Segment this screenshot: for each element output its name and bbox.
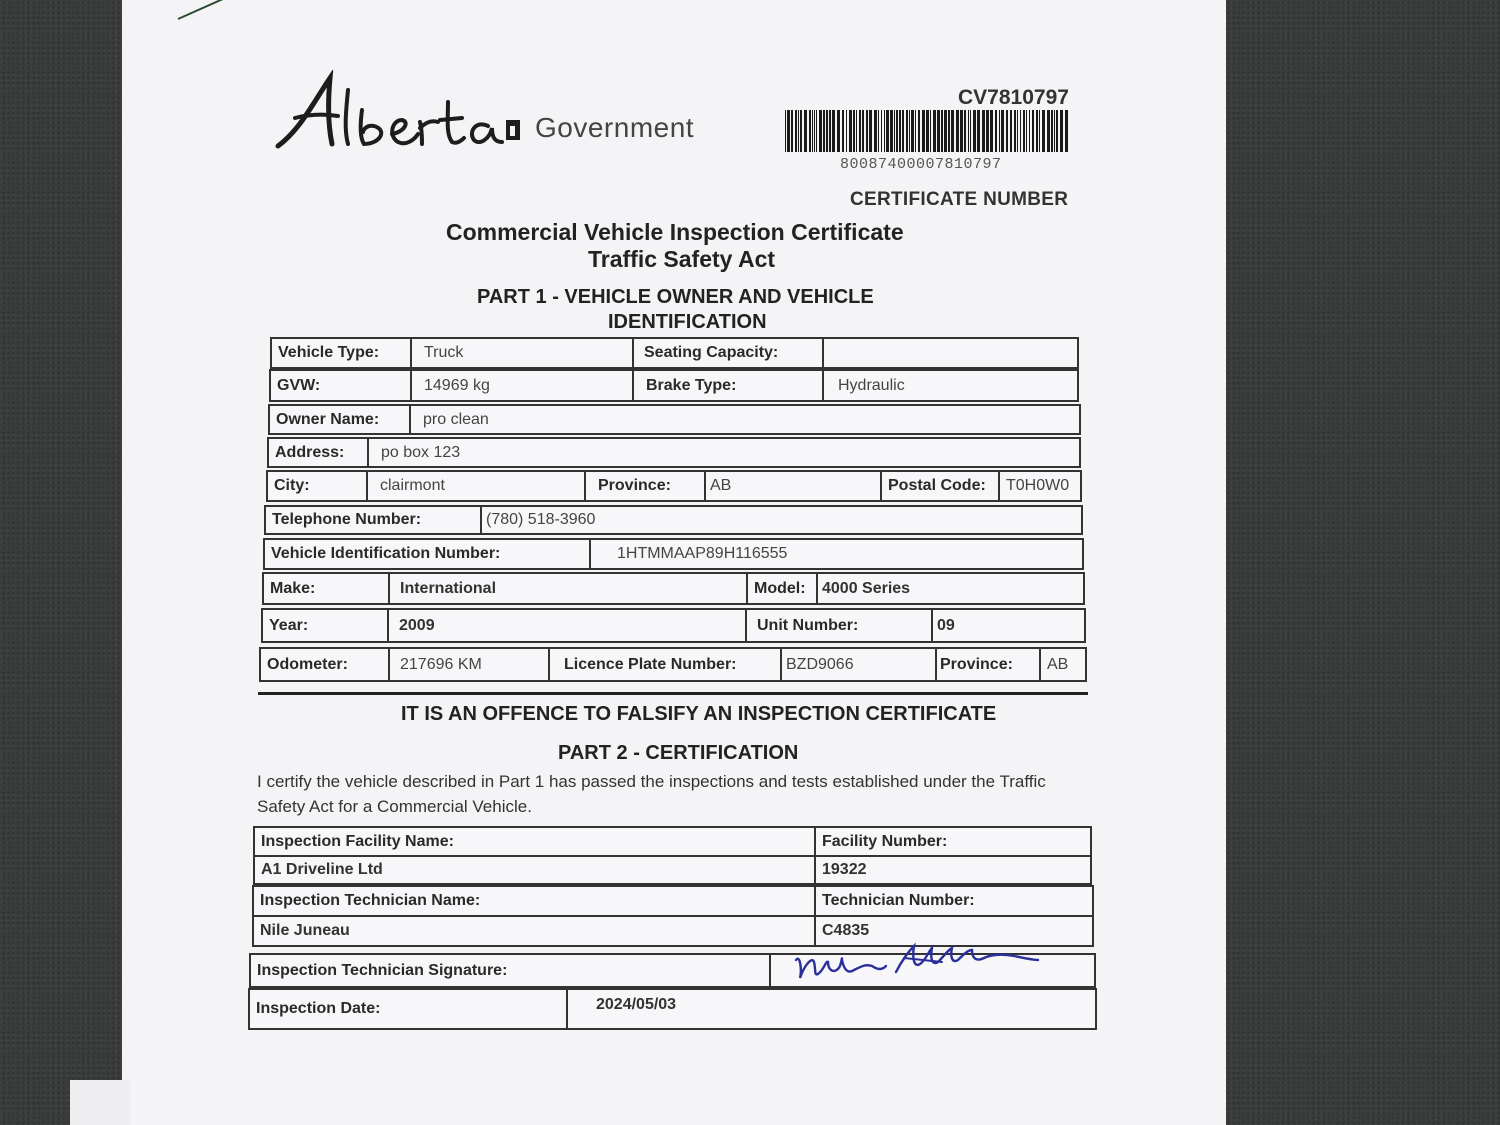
- brake-type-value: Hydraulic: [838, 376, 905, 394]
- barcode-bar: [896, 110, 898, 152]
- barcode-bar: [809, 110, 811, 152]
- barcode-bar: [886, 110, 889, 152]
- technician-signature: [792, 940, 1042, 986]
- facility-number-label: Facility Number:: [822, 832, 948, 850]
- gvw-label: GVW:: [271, 371, 412, 400]
- certificate-number-label: CERTIFICATE NUMBER: [850, 189, 1069, 210]
- unit-number-value: 09: [937, 616, 955, 634]
- barcode-bar: [1014, 110, 1016, 152]
- barcode-bar: [1060, 110, 1063, 152]
- barcode-bar: [874, 110, 877, 152]
- barcode-bar: [878, 110, 879, 152]
- barcode-bar: [973, 110, 976, 152]
- barcode-bar: [1010, 110, 1012, 152]
- row-facility-header: [253, 826, 1092, 855]
- city-value: clairmont: [368, 472, 586, 500]
- barcode-bar: [881, 110, 882, 152]
- make-label: Make:: [264, 574, 390, 603]
- row-year: [261, 608, 1086, 643]
- barcode-bar: [866, 110, 868, 152]
- licence-plate-label: Licence Plate Number:: [550, 649, 782, 680]
- row-vehicle-type: [270, 337, 1079, 369]
- facility-name-label: Inspection Facility Name:: [255, 828, 816, 855]
- barcode-bar: [982, 110, 985, 152]
- row-gvw: [269, 369, 1079, 402]
- row-telephone: [264, 505, 1083, 535]
- seating-capacity-value: [824, 339, 1077, 367]
- barcode-bar: [1056, 110, 1058, 152]
- city-label: City:: [268, 472, 368, 500]
- barcode-bar: [964, 110, 966, 152]
- barcode-bar: [832, 110, 835, 152]
- certification-statement: I certify the vehicle described in Part 1 has passed the inspections and tests established under the Traffic: [257, 772, 1046, 791]
- barcode-bar: [869, 110, 872, 152]
- barcode-bar: [922, 110, 925, 152]
- barcode-bar: [930, 110, 931, 152]
- plate-province-value: AB: [1047, 655, 1069, 673]
- postal-code-label: Postal Code:: [882, 472, 1000, 500]
- document-title: Commercial Vehicle Inspection Certificate: [446, 219, 904, 245]
- barcode-bar: [1065, 110, 1068, 152]
- row-inspection-date: [248, 988, 1097, 1030]
- paper-underlay: [70, 1080, 130, 1125]
- part1-heading-line2: IDENTIFICATION: [608, 311, 767, 333]
- signature-label: Inspection Technician Signature:: [251, 955, 771, 986]
- telephone-value: (780) 518-3960: [486, 511, 596, 528]
- barcode-bar: [791, 110, 793, 152]
- row-city: [266, 470, 1082, 502]
- barcode-bar: [862, 110, 864, 152]
- barcode-bar: [894, 110, 895, 152]
- barcode-bar: [899, 110, 901, 152]
- row-address: [267, 437, 1081, 468]
- barcode-bar: [849, 110, 852, 152]
- barcode-bar: [785, 110, 786, 152]
- model-label: Model:: [748, 574, 818, 603]
- barcode-bar: [842, 110, 844, 152]
- barcode-bar: [1047, 110, 1050, 152]
- barcode: [785, 110, 1069, 152]
- row-make: [262, 572, 1085, 605]
- barcode-bar: [1017, 110, 1018, 152]
- barcode-bar: [819, 110, 822, 152]
- brake-type-label: Brake Type:: [634, 371, 824, 400]
- barcode-bar: [1042, 110, 1045, 152]
- barcode-bar: [918, 110, 920, 152]
- odometer-label: Odometer:: [261, 649, 390, 680]
- barcode-bar: [1020, 110, 1021, 152]
- barcode-bar: [798, 110, 799, 152]
- certificate-id: CV7810797: [958, 86, 1069, 109]
- barcode-bar: [951, 110, 954, 152]
- part2-heading: PART 2 - CERTIFICATION: [558, 742, 799, 764]
- barcode-bar: [787, 110, 790, 152]
- offence-warning: IT IS AN OFFENCE TO FALSIFY AN INSPECTION CERTIFICATE: [401, 703, 997, 725]
- inspection-date-label: Inspection Date:: [250, 990, 568, 1028]
- row-owner-name: [268, 404, 1081, 435]
- barcode-bar: [816, 110, 817, 152]
- row-odometer: [259, 647, 1087, 682]
- barcode-bar: [926, 110, 929, 152]
- barcode-bar: [1039, 110, 1040, 152]
- gvw-value: 14969 kg: [412, 371, 634, 400]
- barcode-bar: [1036, 110, 1038, 152]
- address-value: po box 123: [381, 443, 461, 461]
- model-value: 4000 Series: [822, 579, 911, 597]
- barcode-bar: [1001, 110, 1004, 152]
- province-value: AB: [706, 472, 882, 500]
- barcode-bar: [1026, 110, 1027, 152]
- barcode-bar: [837, 110, 840, 152]
- barcode-bar: [933, 110, 936, 152]
- alberta-logo: [270, 70, 530, 160]
- barcode-bar: [795, 110, 797, 152]
- make-value: International: [390, 574, 748, 603]
- owner-name-value: pro clean: [423, 410, 489, 428]
- year-label: Year:: [263, 610, 389, 641]
- barcode-bar: [1054, 110, 1055, 152]
- barcode-bar: [1029, 110, 1030, 152]
- technician-number-value: C4835: [822, 922, 870, 939]
- barcode-bar: [814, 110, 815, 152]
- barcode-bar: [944, 110, 947, 152]
- barcode-bar: [999, 110, 1000, 152]
- barcode-bar: [890, 110, 893, 152]
- barcode-bar: [902, 110, 904, 152]
- section-divider: [258, 692, 1088, 695]
- barcode-bar: [941, 110, 943, 152]
- barcode-bar: [909, 110, 910, 152]
- barcode-bar: [948, 110, 950, 152]
- plate-province-label: Province:: [937, 649, 1041, 680]
- technician-name-label: Inspection Technician Name:: [254, 887, 816, 915]
- licence-plate-value: BZD9066: [782, 649, 937, 680]
- barcode-bar: [1051, 110, 1053, 152]
- row-technician-header: [252, 885, 1094, 915]
- barcode-bar: [960, 110, 963, 152]
- certification-statement-line2: Safety Act for a Commercial Vehicle.: [257, 797, 532, 816]
- barcode-bar: [846, 110, 847, 152]
- barcode-number: 80087400007810797: [840, 156, 1002, 173]
- technician-name-value: Nile Juneau: [254, 917, 816, 945]
- barcode-bar: [856, 110, 857, 152]
- barcode-bar: [990, 110, 993, 152]
- barcode-bar: [1006, 110, 1008, 152]
- seating-capacity-label: Seating Capacity:: [634, 339, 824, 367]
- postal-code-value: T0H0W0: [1006, 477, 1070, 494]
- owner-name-label: Owner Name:: [270, 406, 411, 433]
- vin-label: Vehicle Identification Number:: [265, 540, 591, 568]
- vehicle-type-label: Vehicle Type:: [272, 339, 412, 367]
- barcode-bar: [1032, 110, 1034, 152]
- vehicle-type-value: Truck: [412, 339, 634, 367]
- unit-number-label: Unit Number:: [747, 610, 933, 641]
- barcode-bar: [968, 110, 969, 152]
- barcode-bar: [995, 110, 997, 152]
- barcode-bar: [906, 110, 908, 152]
- facility-number-value: 19322: [822, 861, 867, 878]
- barcode-bar: [956, 110, 959, 152]
- barcode-bar: [804, 110, 807, 152]
- barcode-bar: [859, 110, 861, 152]
- barcode-bar: [911, 110, 914, 152]
- inspection-date-value: 2024/05/03: [596, 996, 677, 1013]
- government-label: Government: [535, 112, 695, 143]
- barcode-bar: [884, 110, 885, 152]
- barcode-bar: [823, 110, 825, 152]
- barcode-bar: [986, 110, 989, 152]
- barcode-bar: [915, 110, 916, 152]
- barcode-bar: [853, 110, 855, 152]
- address-label: Address:: [269, 439, 369, 466]
- technician-number-label: Technician Number:: [822, 892, 975, 909]
- row-vin: [263, 538, 1084, 570]
- year-value: 2009: [389, 610, 747, 641]
- barcode-bar: [812, 110, 813, 152]
- vin-value: 1HTMMAAP89H116555: [617, 545, 788, 562]
- telephone-label: Telephone Number:: [266, 507, 482, 533]
- barcode-bar: [970, 110, 971, 152]
- barcode-bar: [800, 110, 802, 152]
- row-facility-values: [253, 855, 1092, 885]
- barcode-bar: [826, 110, 828, 152]
- province-label: Province:: [586, 472, 706, 500]
- facility-name-value: A1 Driveline Ltd: [255, 857, 816, 883]
- barcode-bar: [977, 110, 980, 152]
- part1-heading: PART 1 - VEHICLE OWNER AND VEHICLE: [477, 286, 874, 308]
- odometer-value: 217696 KM: [390, 649, 550, 680]
- document-subtitle: Traffic Safety Act: [588, 246, 776, 272]
- barcode-bar: [937, 110, 940, 152]
- barcode-bar: [1023, 110, 1025, 152]
- barcode-bar: [829, 110, 831, 152]
